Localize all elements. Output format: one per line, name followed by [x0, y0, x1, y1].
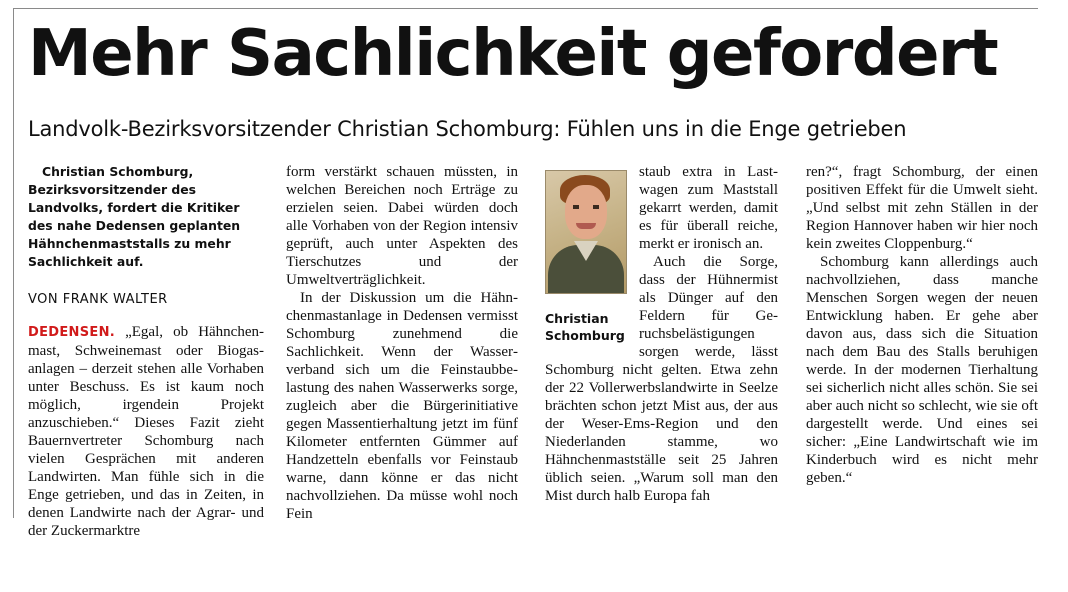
top-rule: [14, 8, 1038, 9]
subheadline: Landvolk-Bezirksvorsitzender Christian Schomburg: Fühlen uns in die Enge getrieben: [28, 117, 907, 141]
photo-block: [545, 163, 627, 344]
portrait-photo: [545, 170, 627, 294]
body-part-1b: form verstärkt schauen müssten, in welchen Bereichen noch Erträge zu erzielen seien. Dabei würden doch alle Vorhaben von der Region intensiv geprüft, auch unter Aspekten des Tierschutzes und der Umweltverträglichkeit.: [286, 164, 518, 288]
caption-line-2: Schomburg: [545, 328, 625, 343]
column-2: [286, 163, 518, 523]
headline: Mehr Sachlichkeit gefordert: [28, 17, 998, 91]
column-1: [28, 163, 264, 540]
caption-line-1: Christian: [545, 311, 609, 326]
byline: VON FRANK WALTER: [28, 292, 168, 307]
body-part-1a: DEDENSEN. „Egal, ob Hähnchenmast, Schweinemast oder Biogasanlagen – derzeit stehen alle Vorhaben unter Beschuss. Es ist kaum noch möglich, irgendein Projekt anzuschieben.“ Dieses Fazit zieht Bauernvertreter Schomburg nach vielen Gesprächen mit anderen Landwirten. Man fühle sich in die Enge getrieben, und das in Zeiten, in denen Landwirte nach der Agrar- und der Zuckermarktre: [28, 324, 264, 539]
column-4: [806, 163, 1038, 487]
teaser: Christian Schomburg, Bezirksvorsitzender des Landvolks, fordert die Kritiker des nahe Dedensen geplanten Hähnchenmaststalls zu mehr Sachlichkeit auf.: [28, 164, 241, 269]
body-part-2b: staub extra in Lastwagen zum Maststall gekarrt werden, damit es für überall reiche, merkt er ironisch an.: [639, 164, 778, 252]
body-part-3b: ren?“, fragt Schomburg, der einen positiven Effekt für die Umwelt sieht. „Und selbst mit zehn Ställen in der Region Hannover haben wir hier noch kein zweites Cloppenburg.“: [806, 164, 1038, 252]
body-part-3a: Auch die Sorge, dass der Hühnermist als Dünger auf den Feldern für Geruchsbelästigungen sorgen werde, lässt Schomburg nicht gelten. Etwa zehn der 22 Vollerwerbslandwirte in Seelze brächten schon jetzt Mist aus, der aus der Weser-Ems-Region und den Niederlanden stamme, wo Hähnchenmastställe seit 25 Jahren üblich seien. „Warum soll man den Mist durch halb Europa fah: [545, 254, 778, 504]
photo-caption: [545, 310, 627, 344]
column-3: [545, 163, 778, 505]
left-rule: [13, 8, 14, 518]
dateline: DEDENSEN.: [28, 325, 115, 340]
body-part-2a: In der Diskussion um die Hähnchenmastanlage in Dedensen vermisst Schomburg zunehmend die Sachlichkeit. Wenn der Wasserverband sich um die Feinstaubbelastung des nahen Wasserwerks sorge, zugleich aber die Bürgerinitiative gegen Massentierhaltung jetzt im fünf Kilometer entfernten Gümmer auf Handzetteln ebenfalls vor Feinstaub warne, dann könne er das nicht nachvollziehen. Da müsse wohl noch Fein: [286, 290, 518, 522]
body-part-4: Schomburg kann allerdings auch nachvollziehen, dass manche Menschen Sorgen wegen der neuen Entwicklung haben. Er gehe aber davon aus, dass sich die Situation nach dem Bau des Stalls beruhigen werde. In der modernen Tierhaltung sei sicherlich nicht alles schön. Sie sei aber auch nicht so schlecht, wie sie oft dargestellt werde. Und eines sei sicher: „Eine Landwirtschaft wie im Kinderbuch wird es nicht mehr geben.“: [806, 254, 1038, 486]
